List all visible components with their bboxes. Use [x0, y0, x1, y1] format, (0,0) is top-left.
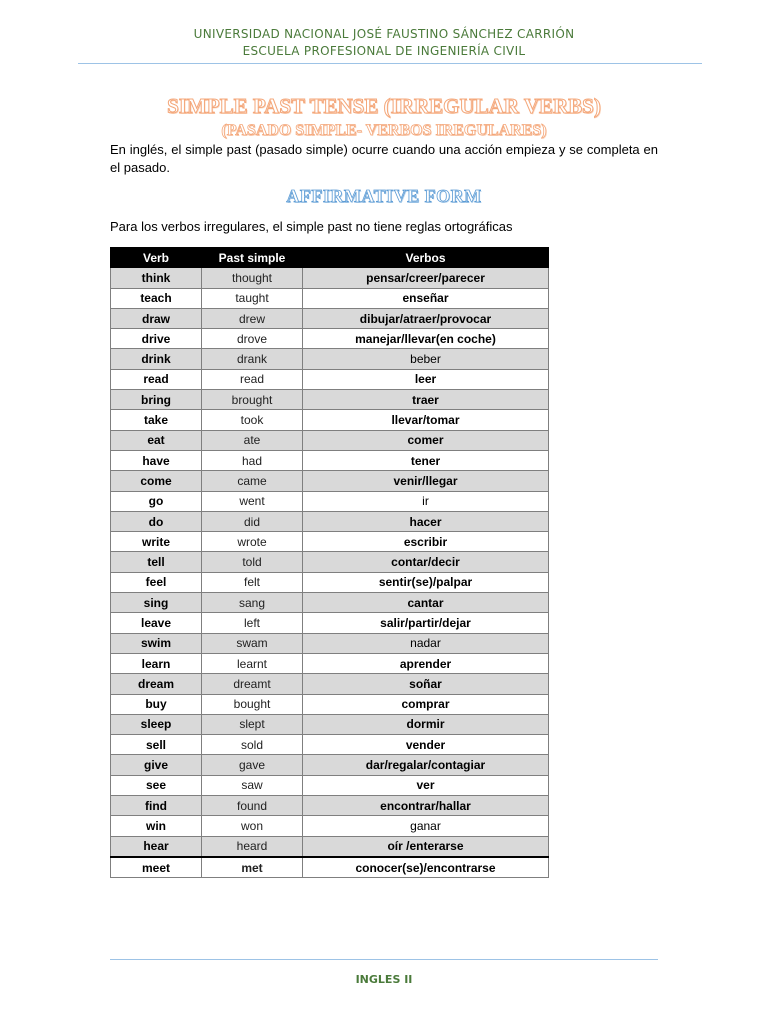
column-header-verbos: Verbos	[303, 248, 549, 268]
past-simple-cell: found	[202, 796, 303, 816]
verb-cell: do	[111, 511, 202, 531]
past-simple-cell: sang	[202, 593, 303, 613]
past-simple-cell: sold	[202, 735, 303, 755]
meaning-cell: ver	[303, 775, 549, 795]
meaning-cell: dormir	[303, 714, 549, 734]
table-row	[111, 735, 549, 755]
verb-cell: come	[111, 471, 202, 491]
meaning-cell: oír /enterarse	[303, 836, 549, 857]
past-simple-cell: read	[202, 369, 303, 389]
table-row	[111, 572, 549, 592]
past-simple-cell: went	[202, 491, 303, 511]
table-row	[111, 613, 549, 633]
verb-cell: have	[111, 450, 202, 470]
past-simple-cell: drove	[202, 329, 303, 349]
meaning-cell: vender	[303, 735, 549, 755]
footer-course: INGLES II	[355, 973, 413, 986]
table-row	[111, 674, 549, 694]
verb-cell: sleep	[111, 714, 202, 734]
meaning-cell: llevar/tomar	[303, 410, 549, 430]
table-row	[111, 511, 549, 531]
past-simple-cell: ate	[202, 430, 303, 450]
meaning-cell: escribir	[303, 532, 549, 552]
table-row	[111, 450, 549, 470]
meaning-cell: hacer	[303, 511, 549, 531]
past-simple-cell: taught	[202, 288, 303, 308]
document-subtitle: (PASADO SIMPLE- VERBOS IREGULARES)	[221, 122, 547, 139]
meaning-cell: tener	[303, 450, 549, 470]
verb-cell: drive	[111, 329, 202, 349]
meaning-cell: beber	[303, 349, 549, 369]
meaning-cell: enseñar	[303, 288, 549, 308]
table-row	[111, 714, 549, 734]
table-row	[111, 694, 549, 714]
meaning-cell: leer	[303, 369, 549, 389]
meaning-cell: cantar	[303, 593, 549, 613]
verb-cell: find	[111, 796, 202, 816]
past-simple-cell: gave	[202, 755, 303, 775]
meaning-cell: aprender	[303, 653, 549, 673]
table-row	[111, 491, 549, 511]
school-name: ESCUELA PROFESIONAL DE INGENIERÍA CIVIL	[242, 44, 526, 58]
past-simple-cell: took	[202, 410, 303, 430]
verb-cell: bring	[111, 390, 202, 410]
verb-cell: tell	[111, 552, 202, 572]
table-row	[111, 430, 549, 450]
past-simple-cell: met	[202, 857, 303, 878]
verb-cell: hear	[111, 836, 202, 857]
table-row	[111, 471, 549, 491]
meaning-cell: dar/regalar/contagiar	[303, 755, 549, 775]
table-row	[111, 552, 549, 572]
verb-cell: think	[111, 268, 202, 288]
meaning-cell: pensar/creer/parecer	[303, 268, 549, 288]
table-row	[111, 532, 549, 552]
verb-cell: give	[111, 755, 202, 775]
table-row	[111, 775, 549, 795]
footer-divider	[110, 959, 658, 960]
verb-cell: see	[111, 775, 202, 795]
verb-cell: read	[111, 369, 202, 389]
verb-cell: learn	[111, 653, 202, 673]
table-header-row	[111, 248, 549, 268]
past-simple-cell: drew	[202, 308, 303, 328]
table-row	[111, 390, 549, 410]
verb-cell: take	[111, 410, 202, 430]
verb-cell: feel	[111, 572, 202, 592]
meaning-cell: nadar	[303, 633, 549, 653]
past-simple-cell: saw	[202, 775, 303, 795]
verb-cell: leave	[111, 613, 202, 633]
meaning-cell: comprar	[303, 694, 549, 714]
past-simple-cell: bought	[202, 694, 303, 714]
verb-cell: buy	[111, 694, 202, 714]
past-simple-cell: brought	[202, 390, 303, 410]
table-row	[111, 410, 549, 430]
past-simple-cell: swam	[202, 633, 303, 653]
table-row	[111, 816, 549, 836]
past-simple-cell: heard	[202, 836, 303, 857]
table-row	[111, 329, 549, 349]
table-row	[111, 633, 549, 653]
column-header-past-simple: Past simple	[202, 248, 303, 268]
meaning-cell: encontrar/hallar	[303, 796, 549, 816]
meaning-cell: soñar	[303, 674, 549, 694]
meaning-cell: venir/llegar	[303, 471, 549, 491]
meaning-cell: sentir(se)/palpar	[303, 572, 549, 592]
past-simple-cell: drank	[202, 349, 303, 369]
verb-cell: teach	[111, 288, 202, 308]
past-simple-cell: learnt	[202, 653, 303, 673]
verb-cell: meet	[111, 857, 202, 878]
table-row	[111, 836, 549, 857]
document-title: SIMPLE PAST TENSE (IRREGULAR VERBS)	[167, 94, 601, 118]
section-note: Para los verbos irregulares, el simple past no tiene reglas ortográficas	[110, 219, 513, 234]
past-simple-cell: thought	[202, 268, 303, 288]
verb-cell: sell	[111, 735, 202, 755]
intro-paragraph: En inglés, el simple past (pasado simple) ocurre cuando una acción empieza y se completa en el pasado.	[110, 142, 658, 175]
table-row	[111, 796, 549, 816]
table-row	[111, 857, 549, 878]
table-row	[111, 593, 549, 613]
meaning-cell: traer	[303, 390, 549, 410]
meaning-cell: comer	[303, 430, 549, 450]
meaning-cell: salir/partir/dejar	[303, 613, 549, 633]
meaning-cell: manejar/llevar(en coche)	[303, 329, 549, 349]
past-simple-cell: slept	[202, 714, 303, 734]
verb-cell: swim	[111, 633, 202, 653]
past-simple-cell: did	[202, 511, 303, 531]
meaning-cell: ganar	[303, 816, 549, 836]
past-simple-cell: felt	[202, 572, 303, 592]
table-row	[111, 369, 549, 389]
meaning-cell: ir	[303, 491, 549, 511]
meaning-cell: contar/decir	[303, 552, 549, 572]
section-title: AFFIRMATIVE FORM	[286, 186, 482, 206]
meaning-cell: dibujar/atraer/provocar	[303, 308, 549, 328]
meaning-cell: conocer(se)/encontrarse	[303, 857, 549, 878]
verb-cell: eat	[111, 430, 202, 450]
university-name: UNIVERSIDAD NACIONAL JOSÉ FAUSTINO SÁNCHEZ CARRIÓN	[193, 27, 575, 41]
table-row	[111, 653, 549, 673]
table-row	[111, 268, 549, 288]
verb-cell: draw	[111, 308, 202, 328]
verb-cell: drink	[111, 349, 202, 369]
verb-cell: write	[111, 532, 202, 552]
table-row	[111, 755, 549, 775]
table-row	[111, 349, 549, 369]
verb-cell: win	[111, 816, 202, 836]
past-simple-cell: won	[202, 816, 303, 836]
verb-cell: dream	[111, 674, 202, 694]
verb-cell: sing	[111, 593, 202, 613]
header-divider	[78, 63, 702, 64]
column-header-verb: Verb	[111, 248, 202, 268]
table-row	[111, 308, 549, 328]
irregular-verbs-table	[110, 247, 549, 878]
past-simple-cell: had	[202, 450, 303, 470]
past-simple-cell: left	[202, 613, 303, 633]
past-simple-cell: came	[202, 471, 303, 491]
verb-cell: go	[111, 491, 202, 511]
table-row	[111, 288, 549, 308]
past-simple-cell: told	[202, 552, 303, 572]
past-simple-cell: dreamt	[202, 674, 303, 694]
past-simple-cell: wrote	[202, 532, 303, 552]
